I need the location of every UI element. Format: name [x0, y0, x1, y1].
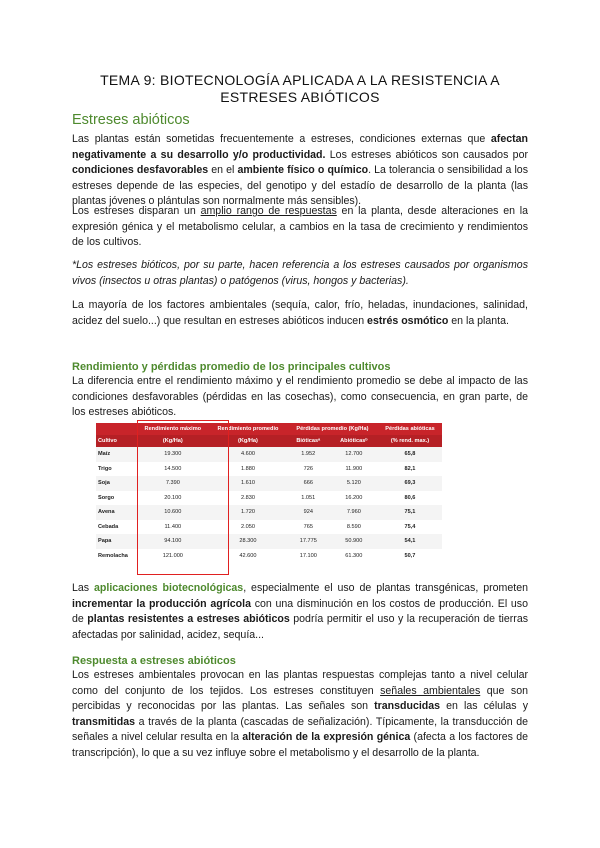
table-header-cell: (Kg/Ha) — [137, 435, 210, 447]
note-bioticos: *Los estreses bióticos, por su parte, hacen referencia a los estreses causados por organismos vivos (insectos u otras plantas) o patógenos (virus, hongos y bacterias). — [72, 259, 528, 287]
table-cell: 11.900 — [345, 465, 363, 472]
table-cell: 5.120 — [330, 476, 378, 491]
section-heading-respuesta: Respuesta a estreses abióticos — [72, 655, 236, 667]
table-cell: 1.952 — [287, 447, 330, 462]
table-cell: 1.610 — [209, 476, 287, 491]
paragraph-aplicaciones: Las aplicaciones biotecnológicas, especialmente el uso de plantas transgénicas, prometen incrementar la producción agrícola con una disminución en los costos de producción. El uso de plantas resistentes a estreses abióticos podría permitir el uso y la recuperación de tierras afectadas por salinidad, acidez, sequía... — [72, 582, 529, 641]
table-header-cell: Pérdidas promedio (Kg/Ha) — [287, 423, 378, 435]
table-cell: 75,4 — [404, 523, 416, 530]
table-cell: Cebada — [98, 523, 119, 530]
table-header-cell — [96, 423, 137, 435]
table-cell: 54,1 — [378, 534, 442, 549]
table-header-cell: Pérdidas abióticas — [378, 423, 442, 435]
table-cell: 10.600 — [137, 505, 210, 520]
table-cell: 726 — [303, 465, 313, 472]
table-cell: 28.300 — [209, 534, 287, 549]
table-cell: 20.100 — [164, 494, 182, 501]
table-cell: Trigo — [98, 465, 112, 472]
table-cell: 94.100 — [137, 534, 210, 549]
table-cell: 12.700 — [330, 447, 378, 462]
table-cell: 1.051 — [301, 494, 316, 501]
paragraph-diferencia: La diferencia entre el rendimiento máximo y el rendimiento promedio se debe al impacto de las condiciones desfavorables (pérdidas en las cosechas), como consecuencia, en gran parte, de los estreses abióticos. — [72, 375, 528, 419]
table-cell: 42.600 — [239, 552, 257, 559]
paragraph-respuestas: Los estreses disparan un amplio rango de respuestas en la planta, desde alteraciones en la expresión génica y el metabolismo celular, a cambios en la tasa de crecimiento y rendimientos de los cultivos. — [72, 205, 528, 249]
table-cell: 2.830 — [240, 494, 255, 501]
table-cell: 50.900 — [330, 534, 378, 549]
table-header-cell: Cultivo — [96, 435, 137, 447]
table-header-cell: Bióticasᵃ — [287, 435, 330, 447]
table-cell: 11.400 — [164, 523, 182, 530]
paragraph-intro: Las plantas están sometidas frecuentemente a estreses, condiciones externas que afectan negativamente a su desarrollo y/o productividad. Los estreses abióticos son causados por condiciones desfavorables en el ambiente físico o químico. La tolerancia o sensibilidad a los estreses depende de las especies, del genotipo y del estadío de desarrollo de la planta (las plantas jóvenes o plántulas son normalmente más sensibles). — [72, 133, 528, 208]
table-cell: 65,8 — [378, 447, 442, 462]
table-cell: 1.720 — [209, 505, 287, 520]
table-header-cell: (Kg/Ha) — [209, 435, 287, 447]
paragraph-factores: La mayoría de los factores ambientales (sequía, calor, frío, heladas, inundaciones, salinidad, acidez del suelo...) que resultan en estreses abióticos inducen estrés osmótico en la planta. — [72, 299, 528, 327]
table-header-cell: Abióticasᵇ — [330, 435, 378, 447]
table-cell: 17.100 — [299, 552, 317, 559]
table-cell: 19.300 — [137, 447, 210, 462]
table-cell: 666 — [287, 476, 330, 491]
table-cell: 7.390 — [137, 476, 210, 491]
table-cell: 50,7 — [404, 552, 416, 559]
table-cell: 69,3 — [378, 476, 442, 491]
table-cell: 82,1 — [404, 465, 416, 472]
table-cell: Sorgo — [98, 494, 115, 501]
highlight-box — [137, 420, 229, 575]
table-cell: 75,1 — [378, 505, 442, 520]
table-cell: 924 — [287, 505, 330, 520]
table-cell: Papa — [96, 534, 137, 549]
table-cell: 7.960 — [330, 505, 378, 520]
table-cell: Avena — [96, 505, 137, 520]
table-cell: Maíz — [96, 447, 137, 462]
page-title: TEMA 9: BIOTECNOLOGÍA APLICADA A LA RESISTENCIA A ESTRESES ABIÓTICOS — [100, 72, 500, 105]
table-cell: 16.200 — [345, 494, 363, 501]
table-cell: 17.775 — [287, 534, 330, 549]
table-header-cell: Rendimiento máximo — [137, 423, 210, 435]
table-cell: 80,6 — [404, 494, 416, 501]
table-cell: 61.300 — [345, 552, 363, 559]
table-cell: Soja — [96, 476, 137, 491]
paragraph-respuesta: Los estreses ambientales provocan en las plantas respuestas complejas tanto a nivel celular como del conjunto de los tejidos. Los estreses constituyen señales ambientales que son percibidas y reconocidas por las plantas. Las señales son transducidas en las células y transmitidas a través de la planta (cascadas de señalización). Típicamente, la transducción de señales a nivel celular resulta en la alteración de la expresión génica (afecta a los factores de transcripción), lo que a su vez influye sobre el metabolismo y el desarrollo de la planta. — [72, 669, 528, 759]
table-cell: 1.880 — [240, 465, 255, 472]
table-cell: 8.590 — [346, 523, 361, 530]
table-cell: 765 — [303, 523, 313, 530]
table-header-cell: Rendimiento promedio — [209, 423, 287, 435]
section-heading-rendimiento: Rendimiento y pérdidas promedio de los principales cultivos — [72, 361, 391, 373]
table-cell: 2.050 — [240, 523, 255, 530]
table-cell: 14.500 — [164, 465, 182, 472]
table-cell: 121.000 — [162, 552, 183, 559]
section-heading-estreses: Estreses abióticos — [72, 112, 190, 128]
table-header-cell: (% rend. max.) — [378, 435, 442, 447]
table-cell: 4.600 — [209, 447, 287, 462]
table-cell: Remolacha — [98, 552, 128, 559]
